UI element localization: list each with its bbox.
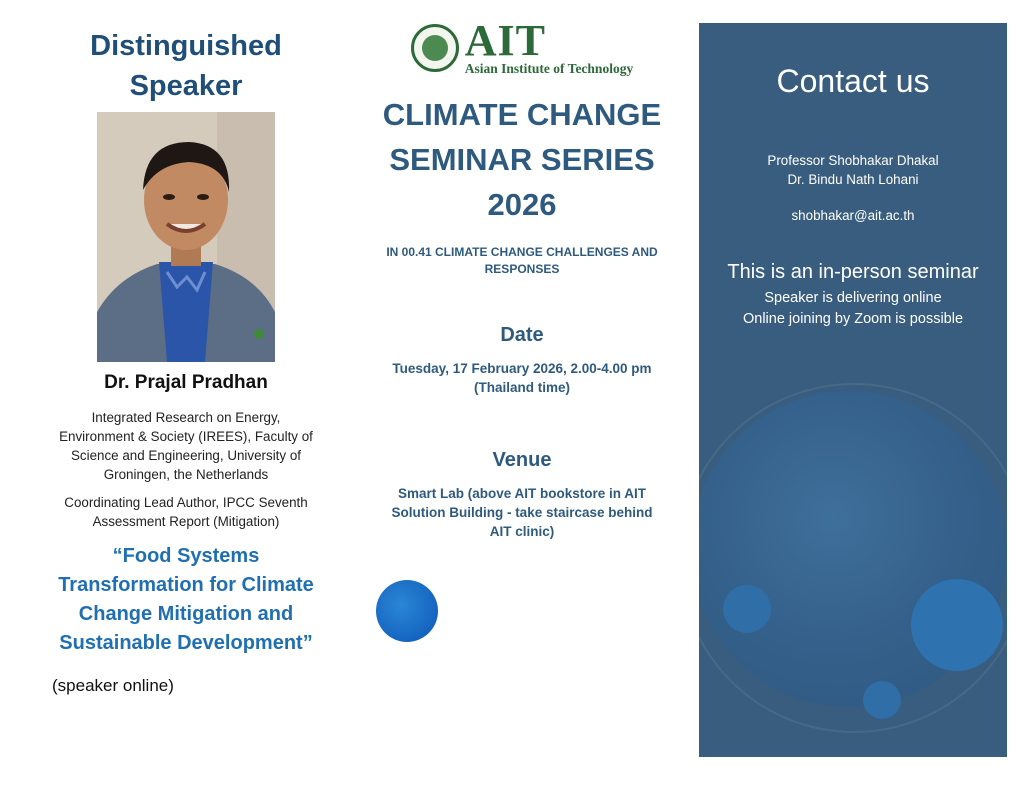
course-line: RESPONSES xyxy=(484,262,560,276)
speaker-photo xyxy=(97,112,275,362)
speaker-heading-line-1: Distinguished xyxy=(90,30,282,62)
venue-heading: Venue xyxy=(492,449,552,471)
speaker-affiliation xyxy=(40,408,332,484)
seminar-title xyxy=(370,92,674,227)
contact-title: Contact us xyxy=(776,63,930,99)
role-line: Coordinating Lead Author, IPCC Seventh xyxy=(64,495,308,510)
format-line: Online joining by Zoom is possible xyxy=(742,311,964,327)
venue-line: AIT clinic) xyxy=(489,524,555,539)
ait-logo-wordmark: AIT xyxy=(464,16,547,65)
venue-line: Smart Lab (above AIT bookstore in AIT xyxy=(397,486,647,501)
course-line: IN 00.41 CLIMATE CHANGE CHALLENGES AND xyxy=(386,245,658,259)
speaker-online-note: (speaker online) xyxy=(52,676,174,695)
decorative-circle xyxy=(911,579,1003,671)
venue-details xyxy=(370,484,674,541)
talk-title-line: Change Mitigation and xyxy=(78,603,294,625)
seminar-title-line: 2026 xyxy=(487,187,557,222)
seminar-title-line: CLIMATE CHANGE xyxy=(382,97,662,132)
decorative-circle xyxy=(863,681,901,719)
seminar-format-heading: This is an in-person seminar xyxy=(727,261,979,283)
affiliation-line: Science and Engineering, University of xyxy=(70,448,301,463)
ait-seal-icon xyxy=(411,24,459,72)
contact-panel xyxy=(699,23,1007,757)
contact-person: Dr. Bindu Nath Lohani xyxy=(787,172,919,187)
speaker-portrait-illustration xyxy=(97,112,275,362)
talk-title-line: Sustainable Development” xyxy=(59,632,313,654)
affiliation-line: Groningen, the Netherlands xyxy=(103,467,269,482)
contact-person: Professor Shobhakar Dhakal xyxy=(767,153,939,168)
speaker-role xyxy=(40,493,332,531)
decorative-circle xyxy=(376,580,438,642)
speaker-heading xyxy=(40,26,332,106)
date-details xyxy=(370,359,674,397)
talk-title-line: Transformation for Climate xyxy=(58,574,314,596)
affiliation-line: Integrated Research on Energy, xyxy=(91,410,281,425)
ait-logo-subtitle: Asian Institute of Technology xyxy=(464,61,634,76)
talk-title-line: “Food Systems xyxy=(112,545,260,567)
date-heading: Date xyxy=(500,324,544,346)
course-code xyxy=(370,244,674,278)
decorative-circle xyxy=(723,585,771,633)
contact-email[interactable]: shobhakar@ait.ac.th xyxy=(791,208,915,223)
talk-title xyxy=(40,542,332,658)
seminar-column xyxy=(370,18,674,541)
date-line: Tuesday, 17 February 2026, 2.00-4.00 pm xyxy=(392,361,652,376)
role-line: Assessment Report (Mitigation) xyxy=(92,514,280,529)
speaker-heading-line-2: Speaker xyxy=(129,70,243,102)
affiliation-line: Environment & Society (IREES), Faculty of xyxy=(59,429,313,444)
speaker-name: Dr. Prajal Pradhan xyxy=(104,372,268,393)
ait-logo xyxy=(370,18,674,78)
format-line: Speaker is delivering online xyxy=(764,290,942,306)
contact-people xyxy=(699,151,1007,189)
date-line: (Thailand time) xyxy=(473,380,570,395)
seminar-title-line: SEMINAR SERIES xyxy=(389,142,655,177)
speaker-column xyxy=(40,26,332,658)
venue-line: Solution Building - take staircase behind xyxy=(391,505,653,520)
